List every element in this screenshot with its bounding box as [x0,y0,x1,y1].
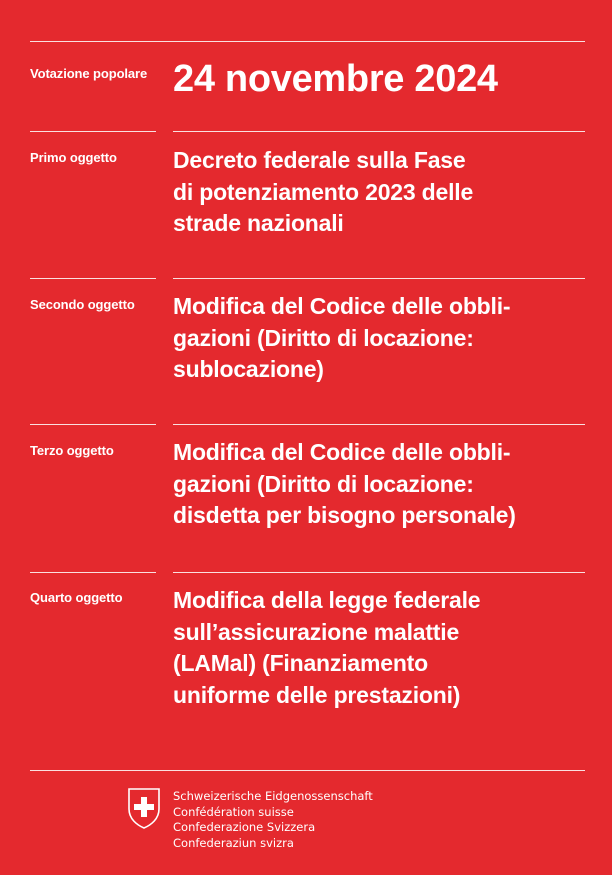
confederation-name-it: Confederazione Svizzera [173,820,316,834]
item-title-2: Modifica del Codice delle obbli- gazioni (Diritto di locazione: sublocazione) [173,293,511,382]
swiss-federal-coat-of-arms-icon [126,787,162,829]
item-label-4: Quarto oggetto [30,590,123,605]
vote-date: 24 novembre 2024 [173,58,498,100]
divider-left [30,572,156,573]
divider-right [173,572,585,573]
divider-right [173,131,585,132]
divider-right [173,278,585,279]
confederation-name-fr: Confédération suisse [173,804,294,819]
divider-left [30,424,156,425]
divider-right [173,424,585,425]
divider-bottom [30,770,585,771]
item-label-3: Terzo oggetto [30,443,114,458]
confederation-name-block [173,789,373,851]
confederation-name-de: Schweizerische Eidgenossenschaft [173,789,373,803]
item-title-3: Modifica del Codice delle obbli- gazioni (Diritto di locazione: disdetta per bisogno personale) [173,439,516,528]
divider-left [30,278,156,279]
divider-left [30,131,156,132]
confederation-name-rm: Confederaziun svizra [173,835,294,850]
item-title-4: Modifica della legge federale sull’assicurazione malattie (LAMal) (Finanziamento uniforme delle prestazioni) [173,587,481,708]
item-label-2: Secondo oggetto [30,297,135,312]
item-label-1: Primo oggetto [30,150,117,165]
divider-top [30,41,585,42]
item-title-1: Decreto federale sulla Fase di potenziamento 2023 delle strade nazionali [173,147,474,236]
vote-label: Votazione popolare [30,66,148,81]
